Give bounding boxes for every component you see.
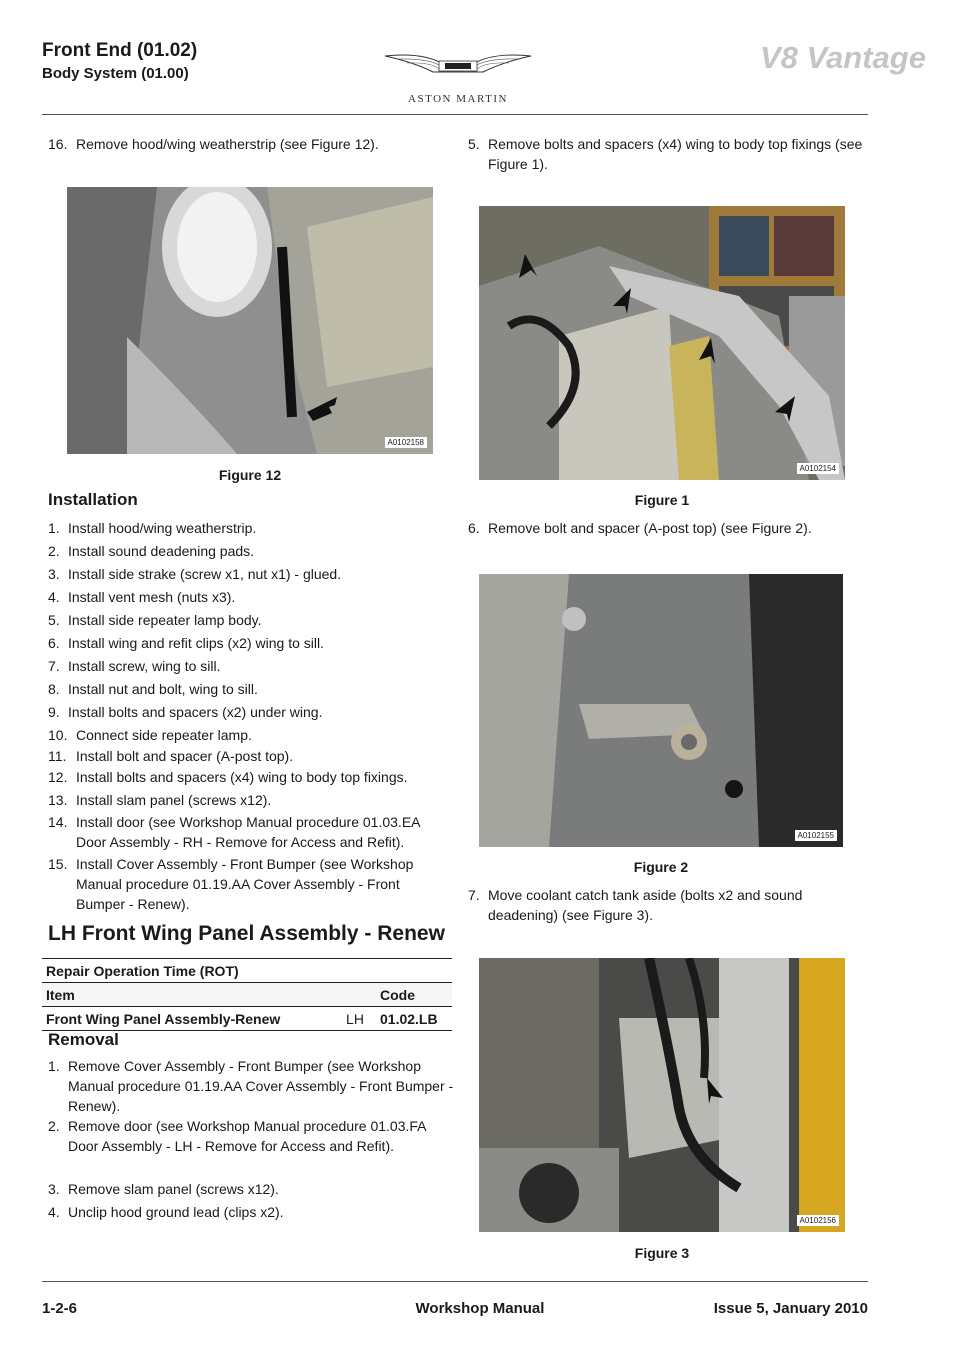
procedure-title: LH Front Wing Panel Assembly - Renew: [48, 922, 445, 945]
step-text: Remove hood/wing weatherstrip (see Figure 12).: [76, 136, 379, 152]
installation-heading: Installation: [48, 490, 138, 509]
rot-title: Repair Operation Time (ROT): [42, 959, 452, 983]
install-step: 15. Install Cover Assembly - Front Bumper (see Workshop Manual procedure 01.19.AA Cover Assembly - Front Bumper - Renew).: [48, 856, 414, 912]
install-step: 9. Install bolts and spacers (x2) under wing.: [48, 704, 323, 720]
manual-name: Workshop Manual: [415, 1300, 545, 1317]
install-step: 14. Install door (see Workshop Manual procedure 01.03.EA Door Assembly - RH - Remove for Access and Refit).: [48, 814, 420, 850]
install-step: 7. Install screw, wing to sill.: [48, 658, 221, 674]
step-7: 7. Move coolant catch tank aside (bolts x2 and sound deadening) (see Figure 3).: [468, 887, 803, 923]
install-step: 2. Install sound deadening pads.: [48, 543, 255, 559]
figure-12-caption: Figure 12: [218, 467, 282, 483]
removal-heading: Removal: [48, 1030, 119, 1049]
figure-1-caption: Figure 1: [634, 492, 690, 508]
figure-2-caption: Figure 2: [633, 859, 689, 875]
table-row: [42, 1007, 452, 1031]
footer-rule: [42, 1281, 868, 1282]
figure-3-caption: Figure 3: [634, 1245, 690, 1261]
model-logo: V8 Vantage: [760, 40, 926, 75]
step-number: 16.: [48, 136, 68, 152]
removal-step: 4. Unclip hood ground lead (clips x2).: [48, 1204, 284, 1220]
section-subtitle: Body System (01.00): [42, 65, 189, 82]
figure-3-photo: [479, 958, 845, 1232]
header-rule: [42, 114, 868, 115]
issue-info: Issue 5, January 2010: [713, 1300, 868, 1317]
figure-12-photo: [67, 187, 433, 454]
figure-1-photo: [479, 206, 845, 480]
col-code: Code: [376, 983, 452, 1007]
table-row: [42, 959, 452, 983]
install-step: 3. Install side strake (screw x1, nut x1) - glued.: [48, 566, 342, 582]
step-6: 6. Remove bolt and spacer (A-post top) (see Figure 2).: [468, 520, 812, 536]
install-step: 5. Install side repeater lamp body.: [48, 612, 262, 628]
install-step: 12. Install bolts and spacers (x4) wing to body top fixings.: [48, 769, 408, 785]
install-step: 8. Install nut and bolt, wing to sill.: [48, 681, 258, 697]
rot-table: [42, 958, 452, 1031]
figure-ref: A0102155: [795, 830, 837, 841]
page-number: 1-2-6: [42, 1300, 78, 1317]
row-side: LH: [334, 1007, 376, 1031]
figure-ref: A0102158: [385, 437, 427, 448]
install-step: 10. Connect side repeater lamp.: [48, 727, 252, 743]
row-item: Front Wing Panel Assembly-Renew: [42, 1007, 334, 1031]
install-step: 13. Install slam panel (screws x12).: [48, 792, 272, 808]
step-5: 5. Remove bolts and spacers (x4) wing to body top fixings (see Figure 1).: [468, 136, 863, 172]
section-title: Front End (01.02): [42, 40, 198, 61]
install-step: 1. Install hood/wing weatherstrip.: [48, 520, 257, 536]
table-row: [42, 983, 452, 1007]
col-item: Item: [42, 983, 334, 1007]
figure-2-photo: [479, 574, 843, 847]
removal-step: 1. Remove Cover Assembly - Front Bumper (see Workshop Manual procedure 01.19.AA Cover Assembly - Front Bumper - Renew).: [48, 1058, 454, 1114]
install-step: 11. Install bolt and spacer (A-post top).: [48, 748, 294, 764]
row-code: 01.02.LB: [376, 1007, 452, 1031]
figure-ref: A0102154: [797, 463, 839, 474]
removal-step: 3. Remove slam panel (screws x12).: [48, 1181, 279, 1197]
figure-ref: A0102156: [797, 1215, 839, 1226]
removal-step: 2. Remove door (see Workshop Manual procedure 01.03.FA Door Assembly - LH - Remove for Access and Refit).: [48, 1118, 426, 1154]
brand-name: ASTON MARTIN: [408, 93, 508, 105]
install-step: 4. Install vent mesh (nuts x3).: [48, 589, 236, 605]
step-16: [48, 134, 448, 154]
install-step: 6. Install wing and refit clips (x2) wing to sill.: [48, 635, 324, 651]
